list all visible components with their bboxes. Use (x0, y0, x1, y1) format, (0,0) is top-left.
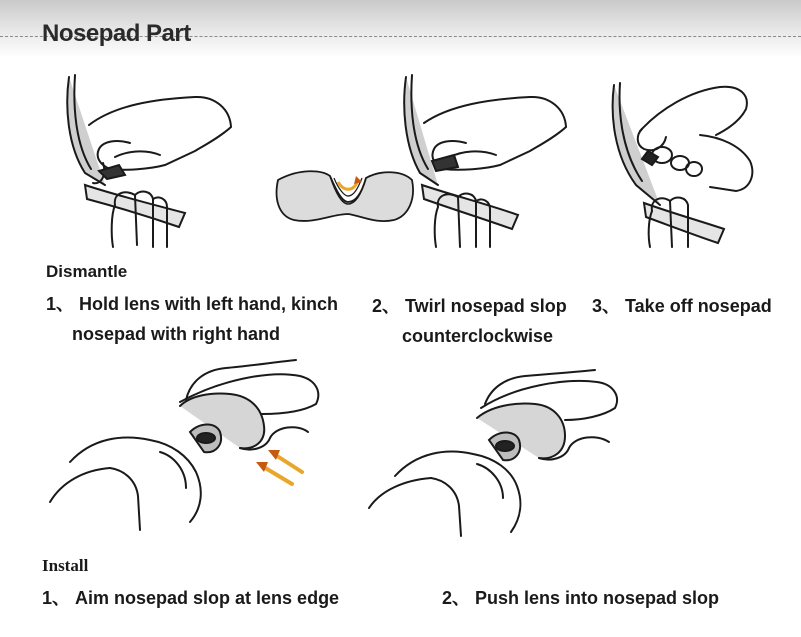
dismantle-step-2-line-1: 2、 Twirl nosepad slop (372, 296, 567, 316)
install-heading: Install (42, 556, 89, 575)
page-title: Nosepad Part (42, 20, 191, 47)
dismantle-step-2-line-2: counterclockwise (402, 326, 554, 346)
dismantle-heading: Dismantle (46, 262, 128, 281)
dismantle-step-3-line-1: 3、 Take off nosepad (592, 296, 772, 316)
illustration-twirl-hand (380, 65, 580, 250)
install-step-1: 1、 Aim nosepad slop at lens edge (42, 588, 340, 608)
illustration-hold-lens (55, 65, 255, 250)
illustration-aim-nosepad (40, 352, 350, 532)
dismantle-step-1-line-2: nosepad with right hand (72, 324, 280, 344)
install-step-2: 2、 Push lens into nosepad slop (442, 588, 720, 608)
illustration-push-lens (365, 368, 675, 538)
illustration-take-off (600, 65, 800, 250)
dismantle-step-1-line-1: 1、 Hold lens with left hand, kinch (46, 294, 339, 314)
